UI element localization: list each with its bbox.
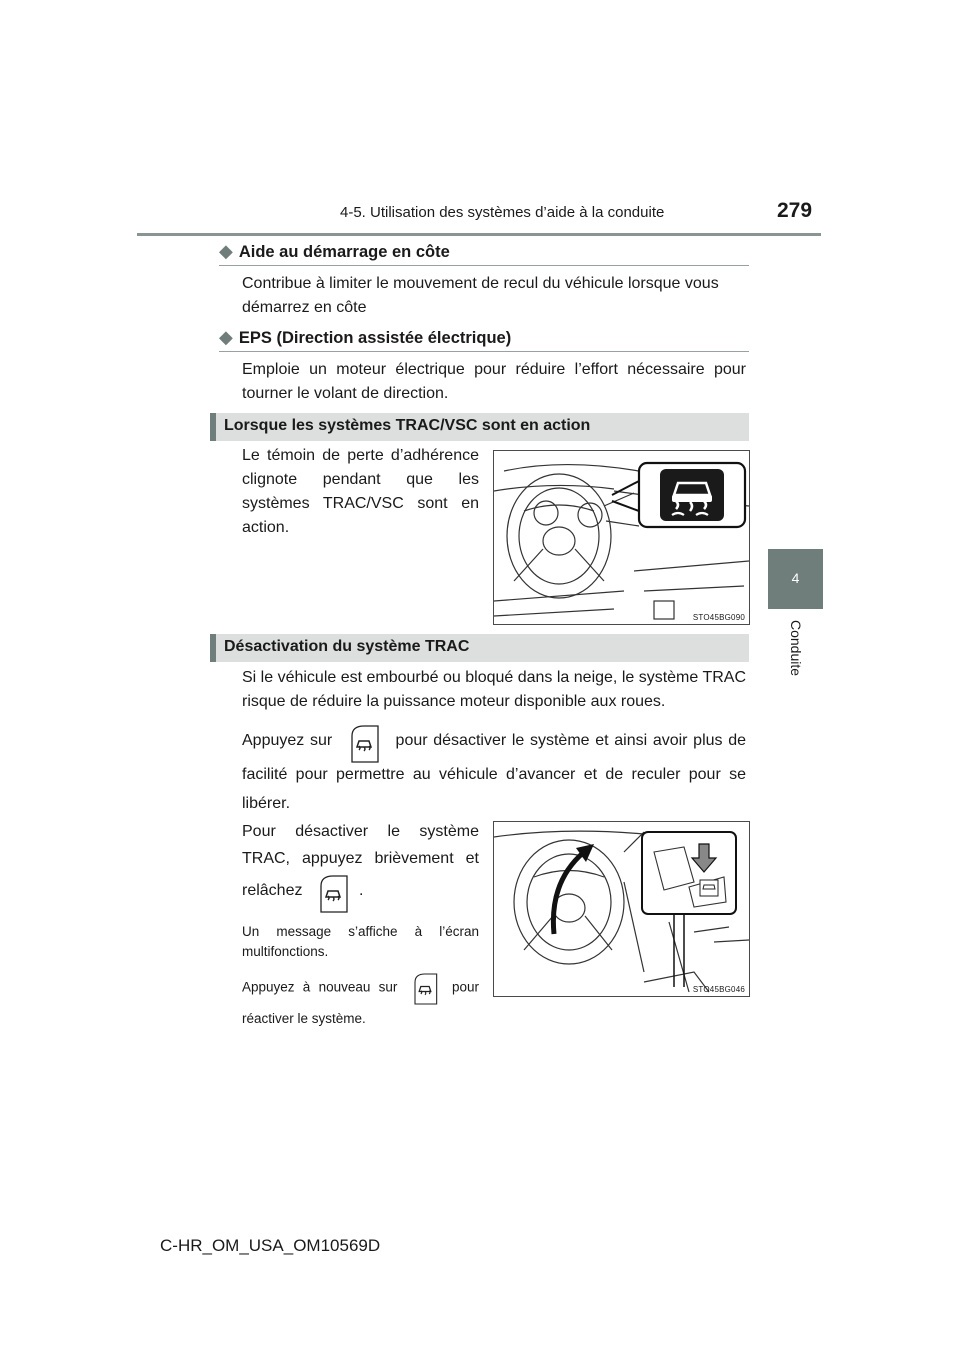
- trac-vsc-banner: [210, 413, 749, 441]
- trac-off-banner-title: Désactivation du système TRAC: [224, 638, 470, 655]
- trac-off-note1: Un message s’affiche à l’écran multifonctions.: [242, 924, 479, 959]
- trac-vsc-body: Le témoin de perte d’adhérence clignote pendant que les systèmes TRAC/VSC sont en action.: [242, 447, 479, 536]
- trac-off-banner: [210, 634, 749, 662]
- page-number: 279: [777, 199, 813, 222]
- chapter-number: 4: [791, 570, 800, 586]
- trac-off-para1: Si le véhicule est embourbé ou bloqué dans la neige, le système TRAC risque de réduire la puissance moteur disponible aux roues.: [242, 669, 746, 710]
- dashboard-illustration: [494, 451, 749, 624]
- header-section-title: 4-5. Utilisation des systèmes d’aide à la conduite: [340, 204, 665, 221]
- trac-vsc-banner-title: Lorsque les systèmes TRAC/VSC sont en action: [224, 417, 591, 434]
- hill-start-heading: [219, 241, 450, 262]
- eps-body: Emploie un moteur électrique pour réduire l’effort nécessaire pour tourner le volant de direction.: [242, 361, 746, 402]
- para2-start: Appuyez sur: [242, 732, 333, 750]
- trac-off-note2: [242, 970, 479, 1032]
- chapter-label: Conduite: [788, 620, 804, 677]
- hill-start-body: Contribue à limiter le mouvement de recul du véhicule lorsque vous démarrez en côte: [242, 275, 719, 316]
- para3-start: Pour désactiver le système TRAC, appuyez brièvement et relâchez: [242, 823, 479, 900]
- trac-off-button-icon: [700, 880, 718, 896]
- diamond-bullet-icon: ◆: [219, 327, 233, 347]
- eps-heading: [219, 327, 511, 348]
- eps-rule: [219, 351, 749, 352]
- trac-off-button-icon: [346, 722, 382, 760]
- slip-indicator-icon: [660, 469, 724, 521]
- note2-end: pour réactiver le système.: [242, 979, 479, 1026]
- switch-illustration: [494, 822, 749, 996]
- trac-off-button-icon: [410, 970, 440, 1006]
- diamond-bullet-icon: ◆: [219, 241, 233, 261]
- hill-start-title: Aide au démarrage en côte: [238, 243, 450, 261]
- para3-end: .: [358, 882, 364, 900]
- figure-dashboard-slip-indicator: [493, 450, 750, 625]
- eps-title: EPS (Direction assistée électrique): [238, 329, 512, 347]
- trac-off-button-icon: [315, 872, 351, 910]
- note2-start: Appuyez à nouveau sur: [242, 979, 398, 995]
- figure-id: STO45BG046: [692, 985, 745, 994]
- header-rule: [137, 233, 821, 236]
- trac-off-para2: [242, 722, 746, 818]
- document-code: C-HR_OM_USA_OM10569D: [160, 1236, 381, 1255]
- hill-start-rule: [219, 265, 749, 266]
- figure-trac-off-switch: [493, 821, 750, 997]
- trac-off-para3: [242, 818, 479, 910]
- para2-end: pour désactiver le système et ainsi avoir plus de facilité pour permettre au véhicule d’avancer et de reculer pour se libérer.: [242, 732, 747, 812]
- figure-id: STO45BG090: [692, 613, 745, 622]
- banner-accent: [210, 634, 216, 662]
- banner-accent: [210, 413, 216, 441]
